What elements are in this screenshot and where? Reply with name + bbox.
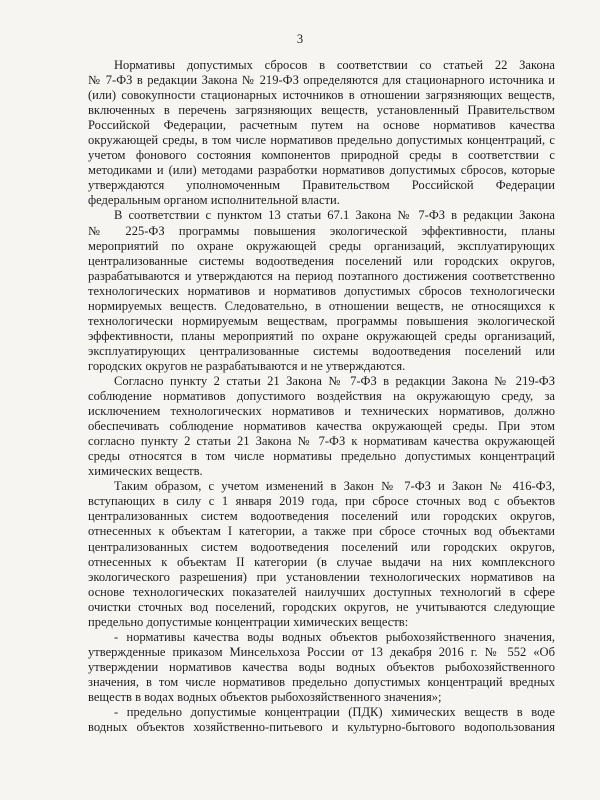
text-line: утвержденные приказом Минсельхоза России от 13 декабря 2016 г. № 552 «Об [88,644,555,659]
text-line: предельно допустимые концентрации химических веществ: [88,614,409,629]
text-line: (или) совокупности стационарных источников в отношении загрязняющих веществ, [88,88,555,103]
text-line: учетом фонового состояния компонентов природной среды в соответствии с [88,148,555,163]
text-line: веществ в водах водных объектов рыбохозяйственного значения»; [88,689,442,704]
text-line: Российской Федерации, расчетным путем на основе нормативов качества [88,118,555,133]
text-line: централизованные системы водоотведения поселений или городских округов, [88,253,555,268]
text-line: федеральным органом исполнительной власти. [88,193,340,208]
text-line: среды относятся в том числе нормативы предельно допустимых концентраций [88,449,555,464]
document-body [88,58,555,735]
text-line: основе технологических показателей наилучших доступных технологий в сфере [88,584,555,599]
text-line: технологических нормативов и нормативов допустимых сбросов технологически [88,283,555,298]
text-line: централизованных систем водоотведения поселений или городских округов, [88,509,555,524]
text-line: очистки сточных вод поселений, городских округов, не учитываются следующие [88,599,555,614]
text-line: эксплуатирующих централизованные системы водоотведения поселений или [88,343,555,358]
text-line: нормируемых веществ. Следовательно, в отношении веществ, не относящихся к [88,298,555,313]
text-line: значения, в том числе нормативов предельно допустимых концентраций вредных [88,674,555,689]
page-number: 3 [296,32,304,46]
text-line: отнесенных к объектам I категории, а также при сбросе сточных вод объектами [88,524,555,539]
text-line: - нормативы качества воды водных объектов рыбохозяйственного значения, [114,629,555,644]
text-line: утверждаются уполномоченным Правительством Российской Федерации [88,178,555,193]
text-line: экологического разрешения) при установлении технологических нормативов на [88,569,555,584]
paragraph-4 [88,479,555,629]
text-line: окружающей среды, в том числе нормативов предельно допустимых концентраций, с [88,133,555,148]
text-line: технологически нормируемым веществам, программы повышения экологической [88,313,555,328]
text-line: отнесенных к объектам II категории (в случае выдачи на них комплексного [88,554,555,569]
paragraph-3 [88,374,555,479]
text-line: В соответствии с пунктом 13 статьи 67.1 Закона № 7-ФЗ в редакции Закона [114,208,555,223]
text-line: централизованных систем водоотведения поселений или городских округов, [88,539,555,554]
text-line: № 225-ФЗ программы повышения экологической эффективности, планы [88,223,555,238]
text-line: включенных в перечень загрязняющих веществ, установленный Правительством [88,103,555,118]
text-line: № 7-ФЗ в редакции Закона № 219-ФЗ определяются для стационарного источника и [88,73,555,88]
text-line: Нормативы допустимых сбросов в соответствии со статьей 22 Закона [114,58,555,72]
text-line: утверждении нормативов качества воды водных объектов рыбохозяйственного [88,659,555,674]
text-line: Таким образом, с учетом изменений в Закон № 7-ФЗ и Закон № 416-ФЗ, [114,479,555,494]
text-line: исключением технологических нормативов и технических нормативов, должно [88,404,555,419]
text-line: городских округов не разрабатываются и не утверждаются. [88,358,406,373]
paragraph-1 [88,58,555,208]
text-line: соблюдение нормативов допустимого воздействия на окружающую среду, за [88,389,555,404]
list-item-fishery-standards [88,630,555,705]
text-line: согласно пункту 2 статьи 21 Закона № 7-ФЗ к нормативам качества окружающей [88,434,555,449]
text-line: разрабатываются и утверждаются на период поэтапного достижения соответственно [88,268,555,283]
text-line: водных объектов хозяйственно-питьевого и культурно-бытового водопользования [88,720,555,735]
text-line: - предельно допустимые концентрации (ПДК) химических веществ в воде [114,705,555,720]
paragraph-2 [88,208,555,374]
text-line: эффективности, планы мероприятий по охране окружающей среды организаций, [88,328,555,343]
list-item-mpc-drinking-water [88,705,555,735]
text-line: обеспечивать соблюдение нормативов качества окружающей среды. При этом [88,419,555,434]
text-line: химических веществ. [88,464,203,479]
text-line: Согласно пункту 2 статьи 21 Закона № 7-ФЗ в редакции Закона № 219-ФЗ [114,373,555,388]
text-line: мероприятий по охране окружающей среды организаций, эксплуатирующих [88,238,555,253]
text-line: методиками и (или) методами разработки нормативов допустимых сбросов, которые [88,163,555,178]
text-line: вступающих в силу с 1 января 2019 года, при сбросе сточных вод с объектов [88,494,555,509]
